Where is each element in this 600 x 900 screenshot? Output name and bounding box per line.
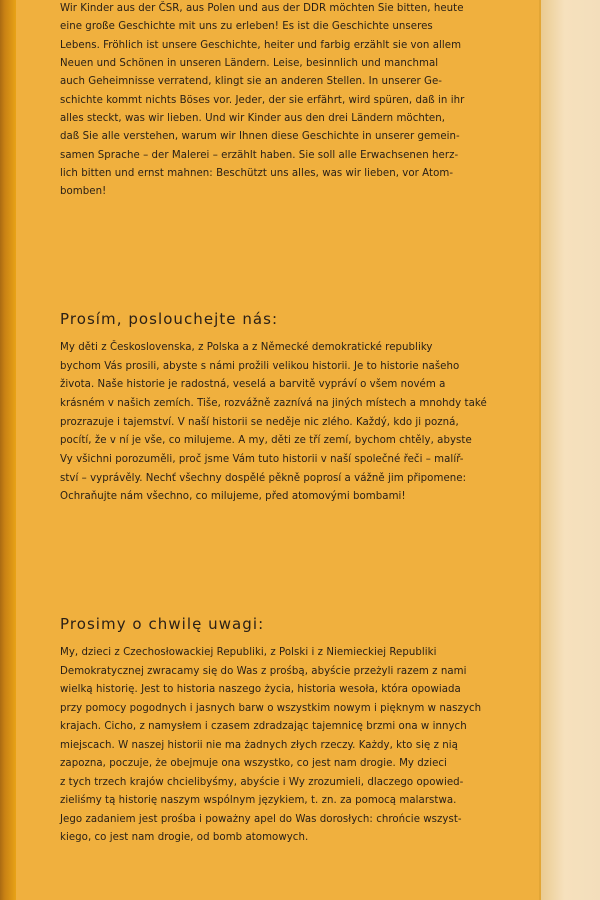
czech-line: ství – vyprávěly. Nechť všechny dospělé pěkně poprosí a vážně jim připomene:	[60, 472, 467, 484]
polish-line: zieliśmy tą historię naszym wspólnym językiem, t. zn. za pomocą malarstwa.	[60, 795, 457, 807]
czech-line: krásném v našich zemích. Tiše, rozvážně zaznívá na jiných místech a mnohdy také	[60, 397, 487, 409]
german-line: Neuen und Schönen in unseren Ländern. Leise, besinnlich und manchmal	[60, 58, 439, 70]
polish-heading: Prosimy o chwilę uwagi:	[60, 615, 265, 633]
polish-line: z tych trzech krajów chcielibyśmy, abyście i Wy zrozumieli, dlaczego opowied-	[60, 776, 464, 788]
german-line: Wir Kinder aus der ČSR, aus Polen und aus der DDR möchten Sie bitten, heute	[60, 3, 464, 14]
polish-line: wielką historię. Jest to historia naszego życia, historia wesoła, która opowiada	[60, 684, 461, 696]
german-line: auch Geheimnisse verratend, klingt sie an anderen Stellen. In unserer Ge-	[60, 76, 443, 88]
czech-line: Vy všichni porozuměli, proč jsme Vám tuto historii v naší společné řeči – malíř-	[60, 453, 464, 465]
german-paragraph	[60, 0, 482, 202]
polish-line: Jego zadaniem jest prośba i poważny apel do Was dorosłych: chrońcie wszyst-	[60, 813, 462, 825]
binding-spine	[0, 0, 16, 900]
czech-line: života. Naše historie je radostná, veselá a barvitě vypráví o všem novém a	[60, 379, 446, 391]
polish-line: miejscach. W naszej historii nie ma żadnych złych rzeczy. Każdy, kto się z nią	[60, 739, 458, 751]
polish-paragraph	[60, 644, 482, 848]
page-edge-background	[541, 0, 600, 900]
german-line: Lebens. Fröhlich ist unsere Geschichte, heiter und farbig erzählt sie von allem	[60, 39, 462, 51]
polish-line: My, dzieci z Czechosłowackiej Republiki, z Polski i z Niemieckiej Republiki	[60, 647, 437, 658]
polish-line: krajach. Cicho, z namysłem i czasem zdradzając tajemnicę brzmi ona w innych	[60, 721, 467, 733]
polish-line: zapozna, poczuje, że obejmuje ona wszystko, co jest nam drogie. My dzieci	[60, 758, 447, 770]
polish-line: Demokratycznej zwracamy się do Was z prośbą, abyście przeżyli razem z nami	[60, 665, 467, 677]
czech-line: pocítí, že v ní je vše, co milujeme. A my, děti ze tří zemí, bychom chtěly, abyste	[60, 435, 472, 447]
czech-line: My děti z Československa, z Polska a z Německé demokratické republiky	[60, 342, 433, 353]
polish-line: przy pomocy pogodnych i jasnych barw o wszystkim nowym i pięknym w naszych	[60, 702, 482, 714]
german-line: schichte kommt nichts Böses vor. Jeder, der sie erfährt, wird spüren, daß in ihr	[60, 94, 465, 106]
czech-line: bychom Vás prosili, abyste s námi prožili velikou historii. Je to historie našeho	[60, 360, 460, 372]
czech-line: Ochraňujte nám všechno, co milujeme, před atomovými bombami!	[60, 491, 406, 503]
czech-paragraph	[60, 339, 487, 507]
german-line: eine große Geschichte mit uns zu erleben! Es ist die Geschichte unseres	[60, 21, 433, 33]
czech-line: prozrazuje i tajemství. V naší historii se neděje nic zlého. Každý, kdo ji pozná,	[60, 416, 459, 428]
german-line: alles steckt, was wir lieben. Und wir Kinder aus den drei Ländern möchten,	[60, 113, 446, 125]
german-line: lich bitten und ernst mahnen: Beschützt uns alles, was wir lieben, vor Atom-	[60, 168, 454, 180]
german-line: daß Sie alle verstehen, warum wir Ihnen diese Geschichte in unserer gemein-	[60, 131, 460, 143]
german-line: samen Sprache – der Malerei – erzählt haben. Sie soll alle Erwachsenen herz-	[60, 149, 459, 161]
german-line: bomben!	[60, 186, 107, 198]
polish-line: kiego, co jest nam drogie, od bomb atomowych.	[60, 832, 309, 844]
czech-heading: Prosím, poslouchejte nás:	[60, 310, 279, 328]
